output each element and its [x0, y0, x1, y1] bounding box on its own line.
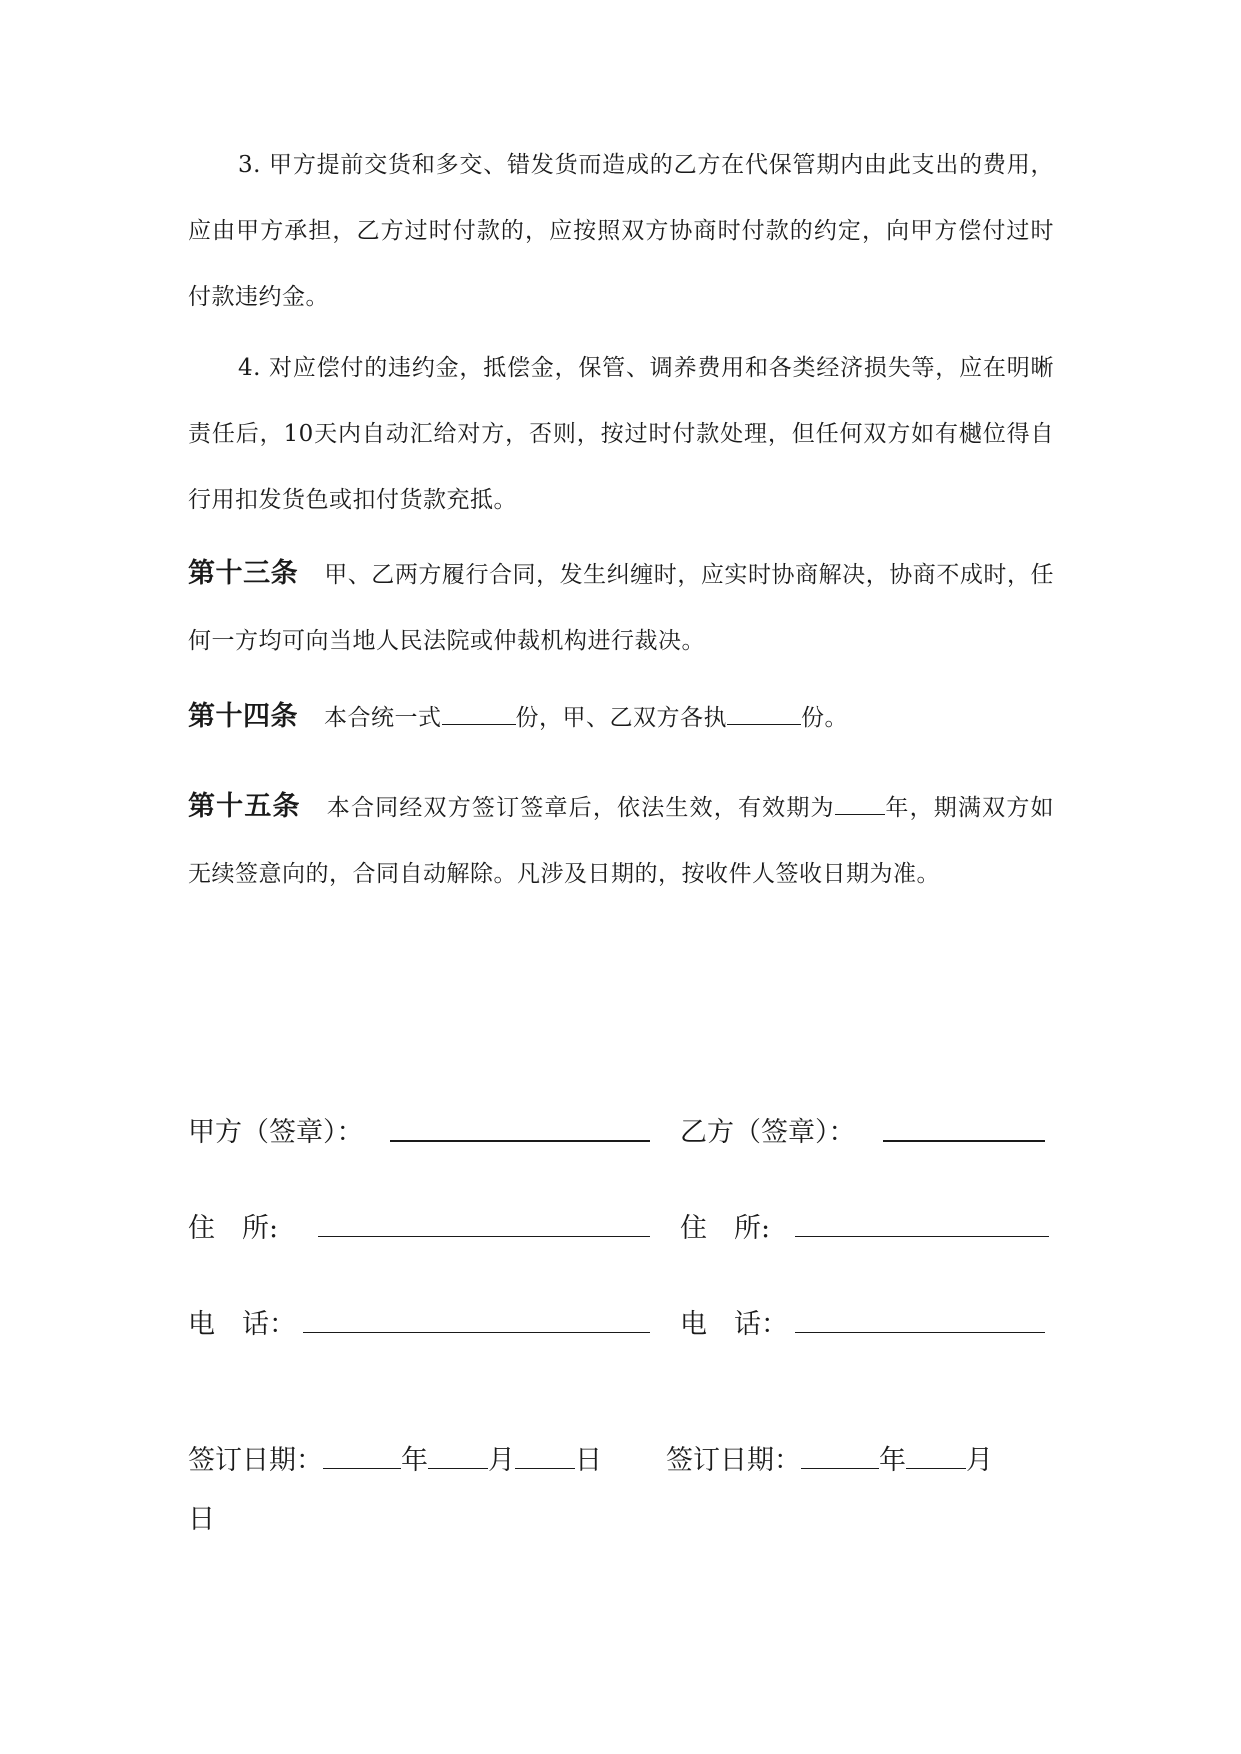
copies-total-blank[interactable]	[442, 702, 516, 725]
article-13	[188, 541, 1054, 674]
party-a-day-label: 日	[575, 1445, 602, 1476]
party-b-year-blank[interactable]	[801, 1442, 879, 1469]
party-a-year-blank[interactable]	[323, 1442, 401, 1469]
article-14-text-2: 份，甲、乙双方各执	[515, 705, 727, 731]
party-b-day-label: 日	[188, 1504, 215, 1535]
article-13-heading: 第十三条	[188, 558, 299, 589]
article-14-text-1: 本合统一式	[324, 705, 442, 731]
copies-each-blank[interactable]	[727, 702, 801, 725]
party-a-date-label: 签订日期：	[188, 1445, 323, 1476]
party-b-month-label: 月	[966, 1445, 993, 1476]
party-b-seal-line[interactable]	[883, 1110, 1045, 1142]
party-a-month-blank[interactable]	[428, 1442, 488, 1469]
party-a-phone-label: 电 话：	[188, 1309, 296, 1340]
clause-3-text: 3. 甲方提前交货和多交、错发货而造成的乙方在代保管期内由此支出的费用，应由甲方承担，乙方过时付款的，应按照双方协商时付款的约定，向甲方偿付过时付款违约金。	[188, 152, 1054, 310]
address-row	[188, 1206, 1054, 1246]
phone-row	[188, 1302, 1054, 1342]
party-b-address-label: 住 所:	[680, 1213, 771, 1244]
article-15-text-2: 年，期满双方如无续签意向的，合同自动解除。凡涉及日期的，按收件人签收日期为准。	[188, 795, 1054, 887]
party-b-date-label: 签订日期：	[666, 1445, 801, 1476]
article-15-heading: 第十五条	[188, 791, 301, 822]
seal-row	[188, 1110, 1054, 1150]
party-a-address-line[interactable]	[318, 1206, 650, 1237]
party-a-year-label: 年	[401, 1445, 428, 1476]
party-b-month-blank[interactable]	[906, 1442, 966, 1469]
validity-years-blank[interactable]	[835, 792, 885, 815]
party-a-month-label: 月	[488, 1445, 515, 1476]
article-14	[188, 684, 1054, 751]
article-15-text-1: 本合同经双方签订签章后，依法生效，有效期为	[326, 795, 835, 821]
clause-paragraph-4	[188, 335, 1054, 533]
signing-date-row	[188, 1438, 993, 1477]
party-b-year-label: 年	[879, 1445, 906, 1476]
article-13-text: 甲、乙两方履行合同，发生纠缠时，应实时协商解决，协商不成时，任何一方均可向当地人民法院或仲裁机构进行裁决。	[188, 562, 1055, 654]
party-b-address-line[interactable]	[795, 1206, 1049, 1237]
party-a-phone-line[interactable]	[303, 1302, 650, 1333]
party-a-seal-line[interactable]	[390, 1110, 650, 1142]
clause-paragraph-3	[188, 132, 1054, 330]
party-b-phone-line[interactable]	[795, 1302, 1045, 1333]
article-14-heading: 第十四条	[188, 701, 298, 732]
party-b-phone-label: 电 话：	[680, 1309, 788, 1340]
clause-4-text: 4. 对应偿付的违约金，抵偿金，保管、调养费用和各类经济损失等，应在明晰责任后，10天内自动汇给对方，否则，按过时付款处理，但任何双方如有樾位得自行用扣发货色或扣付货款充抵。	[188, 355, 1054, 513]
party-a-day-blank[interactable]	[515, 1442, 575, 1469]
party-b-seal-label: 乙方（签章）：	[680, 1117, 856, 1148]
article-15	[188, 774, 1054, 907]
article-14-text-3: 份。	[801, 705, 848, 731]
party-a-seal-label: 甲方（签章）：	[188, 1117, 364, 1148]
party-a-address-label: 住 所:	[188, 1213, 279, 1244]
